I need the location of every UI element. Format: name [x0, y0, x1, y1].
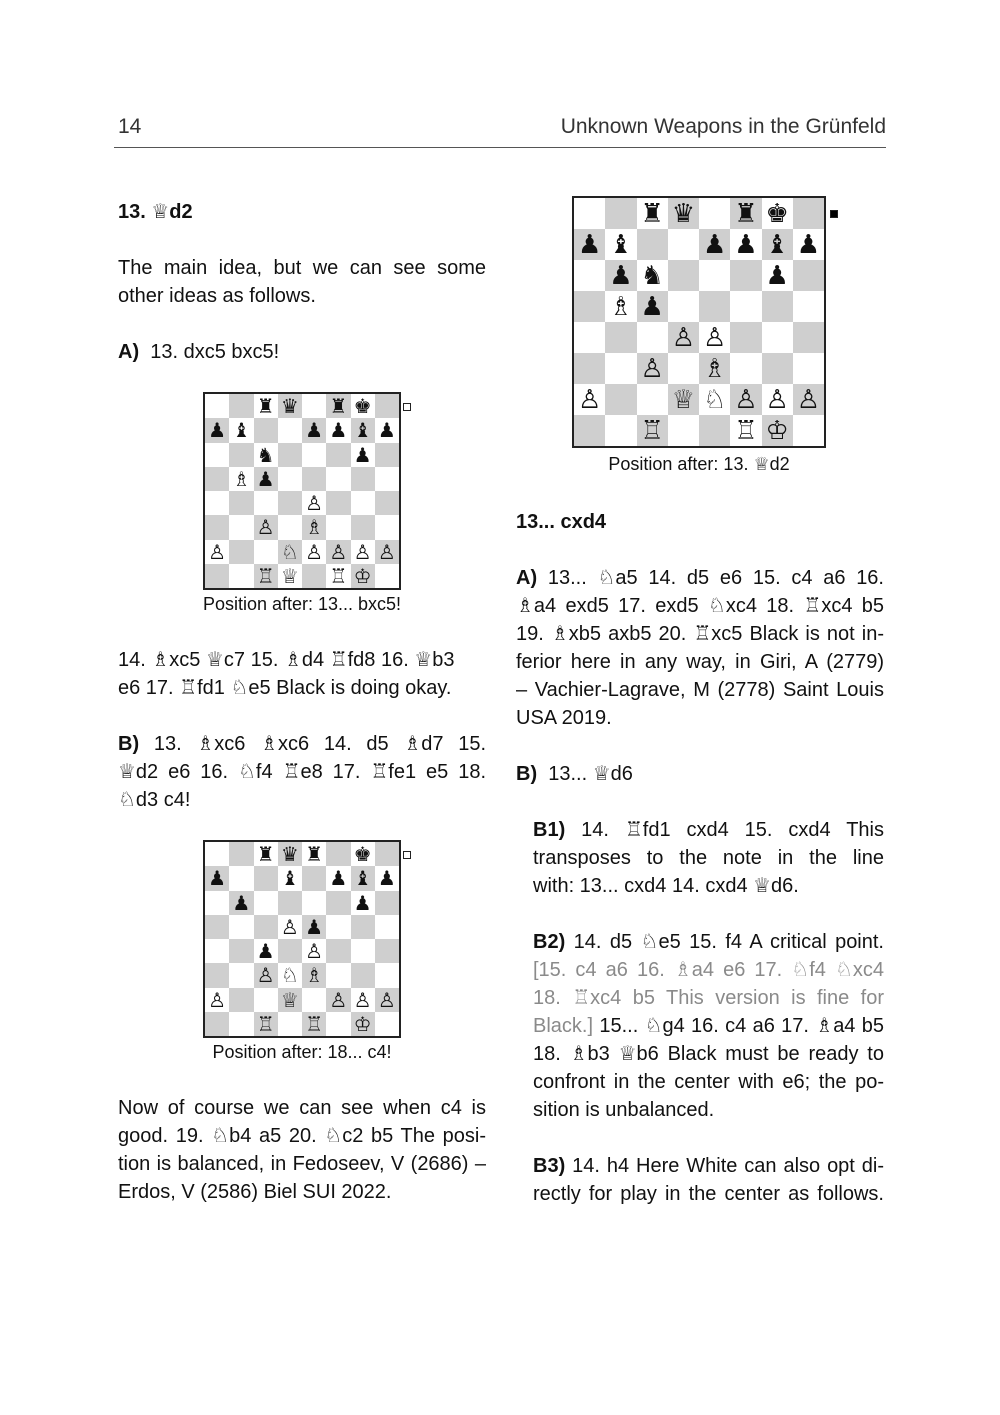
square-d1	[668, 415, 699, 446]
square-g5	[351, 467, 375, 491]
square-f4	[326, 491, 350, 515]
square-h2: ♙	[375, 988, 399, 1012]
square-e4: ♙	[302, 939, 326, 963]
square-h1	[375, 1012, 399, 1036]
square-d3	[668, 353, 699, 384]
square-f6	[326, 443, 350, 467]
square-g6: ♟	[351, 443, 375, 467]
square-a3	[205, 963, 229, 987]
square-g8: ♚	[351, 394, 375, 418]
square-h5	[375, 915, 399, 939]
diagram-caption: Position after: 13... bxc5!	[202, 594, 402, 614]
square-c5: ♟	[637, 291, 668, 322]
square-g4	[762, 322, 793, 353]
square-g3	[762, 353, 793, 384]
square-b8	[605, 198, 636, 229]
square-f7: ♟	[326, 866, 350, 890]
square-b7: ♝	[229, 418, 253, 442]
square-c1: ♖	[637, 415, 668, 446]
variation-a	[118, 338, 486, 366]
square-e8	[699, 198, 730, 229]
square-c3: ♙	[637, 353, 668, 384]
square-e2	[302, 988, 326, 1012]
square-c3: ♙	[254, 515, 278, 539]
text-line: 19. ♗xb5 axb5 20. ♖xc5 Black is not in-	[516, 623, 884, 645]
square-d6	[668, 260, 699, 291]
square-a4	[574, 322, 605, 353]
square-c2	[637, 384, 668, 415]
variation-b2	[533, 928, 884, 1124]
square-h7: ♟	[375, 418, 399, 442]
square-d7: ♝	[278, 866, 302, 890]
square-h4	[375, 939, 399, 963]
square-g4	[351, 491, 375, 515]
square-h8	[375, 394, 399, 418]
square-h8	[793, 198, 824, 229]
square-c1: ♖	[254, 564, 278, 588]
square-e5: ♟	[302, 915, 326, 939]
square-e8: ♜	[302, 842, 326, 866]
square-g7: ♝	[351, 418, 375, 442]
square-c6: ♞	[254, 443, 278, 467]
square-c8: ♜	[254, 394, 278, 418]
text-line: – Vachier-Lagrave, M (2778) Saint Louis	[516, 679, 884, 701]
bracketed-note: Black.]	[533, 1015, 594, 1037]
square-a4	[205, 939, 229, 963]
variation-b3	[533, 1152, 884, 1208]
square-b1	[605, 415, 636, 446]
bracketed-note: 18. ♖xc4 b5 This version is fine for	[533, 987, 884, 1009]
square-g3	[351, 515, 375, 539]
move-heading-13-qd2: 13. ♕d2	[118, 201, 193, 223]
chess-diagram-1	[203, 392, 401, 590]
square-c2	[254, 988, 278, 1012]
white-to-move-indicator	[403, 403, 411, 411]
square-c7	[254, 418, 278, 442]
square-e8	[302, 394, 326, 418]
square-a7: ♟	[574, 229, 605, 260]
text-line: 14. d5 ♘e5 15. f4 A critical point.	[573, 931, 884, 953]
text-line: ferior here in any way, in Giri, A (2779)	[516, 651, 884, 673]
square-c6: ♞	[637, 260, 668, 291]
square-h6	[375, 891, 399, 915]
square-g1: ♔	[351, 564, 375, 588]
square-f5	[730, 291, 761, 322]
chess-diagram-main	[572, 196, 826, 448]
black-to-move-indicator	[830, 210, 838, 218]
square-h4	[375, 491, 399, 515]
text-line: ♗a4 exd5 17. exd5 ♘xc4 18. ♖xc4 b5	[516, 595, 884, 617]
running-title: Unknown Weapons in the Grünfeld	[560, 115, 886, 138]
square-d3	[278, 515, 302, 539]
square-g6: ♟	[351, 891, 375, 915]
square-d1	[278, 1012, 302, 1036]
square-g6: ♟	[762, 260, 793, 291]
square-a8	[574, 198, 605, 229]
square-h3	[375, 515, 399, 539]
square-a7: ♟	[205, 866, 229, 890]
square-g8: ♚	[351, 842, 375, 866]
square-b3	[229, 963, 253, 987]
square-f2: ♙	[730, 384, 761, 415]
square-g7: ♝	[762, 229, 793, 260]
square-f8: ♜	[730, 198, 761, 229]
square-f3	[326, 963, 350, 987]
variation-b1	[533, 816, 884, 900]
square-f6	[730, 260, 761, 291]
square-h8	[375, 842, 399, 866]
text-line: good. 19. ♘b4 a5 20. ♘c2 b5 The posi-	[118, 1125, 486, 1147]
square-f1	[326, 1012, 350, 1036]
square-b4	[229, 491, 253, 515]
square-f3	[326, 515, 350, 539]
diagram-caption: Position after: 13. ♕d2	[608, 454, 790, 474]
square-e1	[699, 415, 730, 446]
text-line: Erdos, V (2586) Biel SUI 2022.	[118, 1181, 392, 1203]
square-d2: ♕	[668, 384, 699, 415]
square-f6	[326, 891, 350, 915]
square-a5	[574, 291, 605, 322]
square-a1	[205, 564, 229, 588]
square-b2	[229, 540, 253, 564]
square-a1	[574, 415, 605, 446]
square-b4	[605, 322, 636, 353]
square-f7: ♟	[326, 418, 350, 442]
square-f7: ♟	[730, 229, 761, 260]
square-a5	[205, 915, 229, 939]
square-b2	[605, 384, 636, 415]
square-h1	[793, 415, 824, 446]
square-g5	[762, 291, 793, 322]
variation-b-right	[516, 760, 884, 788]
square-f4	[326, 939, 350, 963]
square-e6	[302, 443, 326, 467]
variation-label: B3)	[533, 1155, 566, 1177]
square-a3	[205, 515, 229, 539]
square-g2: ♙	[351, 988, 375, 1012]
square-h2: ♙	[793, 384, 824, 415]
text-line: with: 13... cxd4 14. cxd4 ♕d6.	[533, 875, 799, 897]
square-d4	[278, 939, 302, 963]
square-c7	[637, 229, 668, 260]
square-f3	[730, 353, 761, 384]
square-c5	[254, 915, 278, 939]
text-line: 13... ♘a5 14. d5 e6 15. c4 a6 16.	[547, 567, 884, 589]
square-f2: ♙	[326, 988, 350, 1012]
square-f1: ♖	[326, 564, 350, 588]
square-h5	[793, 291, 824, 322]
square-g2: ♙	[351, 540, 375, 564]
square-c4	[637, 322, 668, 353]
variation-a-right	[516, 564, 884, 732]
square-h7: ♟	[375, 866, 399, 890]
square-e7: ♟	[302, 418, 326, 442]
text-line: Now of course we can see when c4 is	[118, 1097, 486, 1119]
square-d3: ♘	[278, 963, 302, 987]
header-rule	[114, 147, 886, 148]
intro-paragraph: The main idea, but we can see some other ideas as follows.	[118, 257, 486, 307]
variation-b	[118, 730, 486, 814]
square-d8: ♛	[668, 198, 699, 229]
square-a5	[205, 467, 229, 491]
text-line: USA 2019.	[516, 707, 612, 729]
text-line: tion is balanced, in Fedoseev, V (2686) –	[118, 1153, 486, 1175]
variation-label: A)	[516, 567, 538, 589]
square-a8	[205, 842, 229, 866]
square-b8	[229, 394, 253, 418]
square-a2: ♙	[574, 384, 605, 415]
text-line: 14. ♗xc5 ♕c7 15. ♗d4 ♖fd8 16. ♕b3	[118, 649, 455, 671]
square-d8: ♛	[278, 394, 302, 418]
text-line: transposes to the note in the line	[533, 847, 884, 869]
square-d6	[278, 891, 302, 915]
square-h6	[793, 260, 824, 291]
square-g1: ♔	[351, 1012, 375, 1036]
square-d1: ♕	[278, 564, 302, 588]
square-h2: ♙	[375, 540, 399, 564]
square-c8: ♜	[637, 198, 668, 229]
text-line: ♘d3 c4!	[118, 789, 191, 811]
variation-moves: 13. dxc5 bxc5!	[150, 341, 280, 363]
variation-label: B1)	[533, 819, 566, 841]
square-c8: ♜	[254, 842, 278, 866]
variation-label: A)	[118, 341, 140, 363]
square-e5	[302, 467, 326, 491]
text-line: confront in the center with e6; the po-	[533, 1071, 884, 1093]
square-h3	[375, 963, 399, 987]
square-e6	[699, 260, 730, 291]
square-c6	[254, 891, 278, 915]
square-h6	[375, 443, 399, 467]
square-d7	[278, 418, 302, 442]
move-heading-13-cxd4: 13... cxd4	[516, 511, 607, 533]
square-e3: ♗	[302, 515, 326, 539]
square-f2: ♙	[326, 540, 350, 564]
square-d4	[278, 491, 302, 515]
white-to-move-indicator	[403, 851, 411, 859]
square-g1: ♔	[762, 415, 793, 446]
square-h3	[793, 353, 824, 384]
square-c7	[254, 866, 278, 890]
square-d5	[278, 467, 302, 491]
square-e1: ♖	[302, 1012, 326, 1036]
variation-moves: 13... ♕d6	[548, 763, 633, 785]
square-g5	[351, 915, 375, 939]
square-b7	[229, 866, 253, 890]
square-e6	[302, 891, 326, 915]
square-b6	[229, 443, 253, 467]
square-a6	[205, 891, 229, 915]
square-b1	[229, 564, 253, 588]
square-a4	[205, 491, 229, 515]
square-g4	[351, 939, 375, 963]
square-b3	[605, 353, 636, 384]
square-b5: ♗	[229, 467, 253, 491]
square-d5	[668, 291, 699, 322]
square-e7: ♟	[699, 229, 730, 260]
square-d7	[668, 229, 699, 260]
square-b2	[229, 988, 253, 1012]
square-d6	[278, 443, 302, 467]
square-b7: ♝	[605, 229, 636, 260]
square-a7: ♟	[205, 418, 229, 442]
variation-label: B2)	[533, 931, 566, 953]
square-b5	[229, 915, 253, 939]
variation-label: B)	[118, 733, 140, 755]
square-e5	[699, 291, 730, 322]
square-c1: ♖	[254, 1012, 278, 1036]
square-c2	[254, 540, 278, 564]
square-a2: ♙	[205, 988, 229, 1012]
square-b3	[229, 515, 253, 539]
square-a8	[205, 394, 229, 418]
square-h4	[793, 322, 824, 353]
text-line: e6 17. ♖fd1 ♘e5 Black is doing okay.	[118, 677, 452, 699]
square-b4	[229, 939, 253, 963]
text-line: 18. ♗b3 ♕b6 Black must be ready to	[533, 1043, 884, 1065]
text-line: ♕d2 e6 16. ♘f4 ♖e8 17. ♖fe1 e5 18.	[118, 761, 486, 783]
variation-label: B)	[516, 763, 538, 785]
square-b6: ♟	[605, 260, 636, 291]
square-f4	[730, 322, 761, 353]
square-f8	[326, 842, 350, 866]
page-number: 14	[118, 115, 142, 138]
square-f1: ♖	[730, 415, 761, 446]
square-b8	[229, 842, 253, 866]
text-line: rectly for play in the center as follows.	[533, 1183, 884, 1205]
square-c3: ♙	[254, 963, 278, 987]
square-a6	[574, 260, 605, 291]
square-a1	[205, 1012, 229, 1036]
square-e4: ♙	[302, 491, 326, 515]
bracketed-note: [15. c4 a6 16. ♗a4 e6 17. ♘f4 ♘xc4	[533, 959, 884, 981]
square-e3: ♗	[699, 353, 730, 384]
square-f5	[326, 915, 350, 939]
square-h1	[375, 564, 399, 588]
square-g2: ♙	[762, 384, 793, 415]
chess-diagram-2	[203, 840, 401, 1038]
diagram-caption: Position after: 18... c4!	[212, 1042, 392, 1062]
text-line: 14. h4 Here White can also opt di-	[572, 1155, 884, 1177]
square-d5: ♙	[278, 915, 302, 939]
square-d2: ♕	[278, 988, 302, 1012]
text-line: 14. ♖fd1 cxd4 15. cxd4 This	[581, 819, 884, 841]
square-e1	[302, 564, 326, 588]
square-b5: ♗	[605, 291, 636, 322]
square-g8: ♚	[762, 198, 793, 229]
square-e4: ♙	[699, 322, 730, 353]
square-e7	[302, 866, 326, 890]
square-b1	[229, 1012, 253, 1036]
square-e2: ♘	[699, 384, 730, 415]
square-f5	[326, 467, 350, 491]
square-e3: ♗	[302, 963, 326, 987]
square-f8: ♜	[326, 394, 350, 418]
square-a3	[574, 353, 605, 384]
square-g7: ♝	[351, 866, 375, 890]
square-e2: ♙	[302, 540, 326, 564]
square-a2: ♙	[205, 540, 229, 564]
square-c5: ♟	[254, 467, 278, 491]
square-c4: ♟	[254, 939, 278, 963]
text-line: 13. ♗xc6 ♗xc6 14. d5 ♗d7 15.	[153, 733, 487, 755]
paragraph-14	[118, 646, 486, 702]
square-h5	[375, 467, 399, 491]
square-a6	[205, 443, 229, 467]
square-g3	[351, 963, 375, 987]
square-h7: ♟	[793, 229, 824, 260]
square-d2: ♘	[278, 540, 302, 564]
text-line: sition is unbalanced.	[533, 1099, 715, 1121]
square-b6: ♟	[229, 891, 253, 915]
text-line: 15... ♘g4 16. c4 a6 17. ♗a4 b5	[593, 1015, 884, 1037]
square-d8: ♛	[278, 842, 302, 866]
conclusion-paragraph	[118, 1094, 486, 1206]
square-c4	[254, 491, 278, 515]
square-d4: ♙	[668, 322, 699, 353]
